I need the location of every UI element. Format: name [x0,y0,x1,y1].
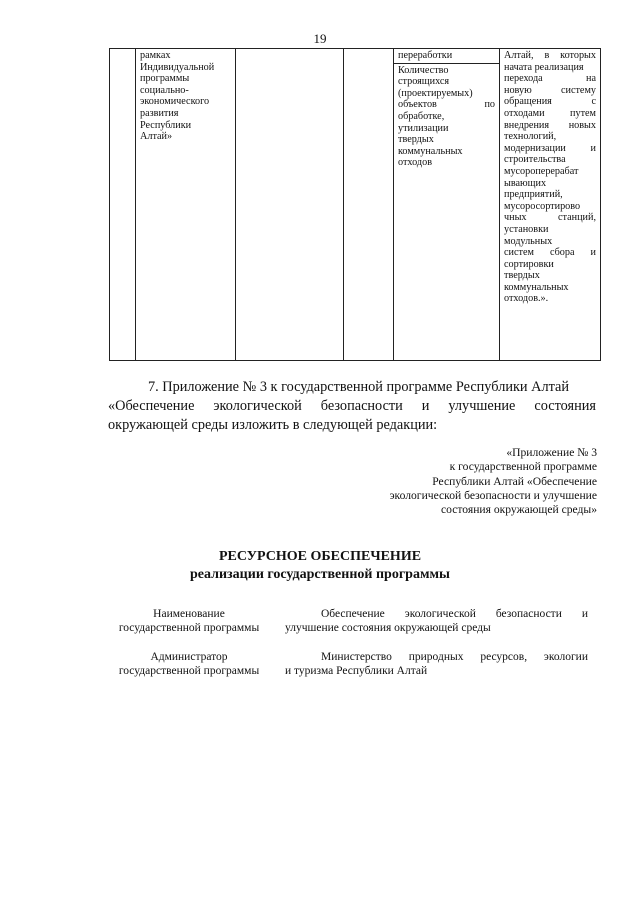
table-cell-result [500,49,601,361]
result-line [504,178,596,190]
result-line [504,201,596,213]
program-line: рамках [140,50,171,61]
result-line-word: мусороперерабат [504,165,579,177]
indicator-line-word: коммунальных [398,145,463,157]
appendix-header-line: к государственной программе [449,460,597,474]
result-line-word: систему [560,84,596,96]
paragraph-7-line-word: 7. Приложение № 3 к государственной программе Республики Алтай [148,379,570,395]
result-line-word: новую [504,84,532,96]
paragraph-7-line-word: состояния [534,398,596,414]
result-line-word: мусоросортирово [504,200,581,212]
result-line [504,270,596,282]
program-name-value-word: безопасности [495,608,562,620]
administrator-value-word: Министерство [321,651,392,663]
program-text [140,50,231,143]
result-line [504,293,596,305]
result-line-word: внедрения [504,119,550,131]
program-name-value-line1 [285,607,588,621]
indicator-line [398,88,495,100]
program-line: программы [140,73,190,85]
administrator-value-line2: и туризма Республики Алтай [285,665,428,678]
result-line-word: путем [570,107,596,119]
indicator-text [394,64,499,170]
resource-title-line2: реализации государственной программы [190,566,450,582]
paragraph-7-line-word: и [421,398,430,414]
program-name-value-word: экологической [404,608,476,620]
program-name-value-word: и [581,608,588,620]
program-line: экономического [140,96,210,108]
indicator-line [398,146,495,158]
indicator-line-word: обработке, [398,110,445,122]
table-cell-empty-3 [344,49,394,361]
result-line-word: станций, [558,212,596,224]
result-line [504,224,596,236]
paragraph-7-line-word: экологической [213,398,302,414]
result-line [504,96,596,108]
result-line [504,85,596,97]
appendix-header-line: «Приложение № 3 [506,446,597,459]
result-line-word: модернизации [504,142,566,154]
result-line [504,189,596,201]
result-line-word: установки [504,223,549,235]
result-line-word: технологий, [504,131,557,143]
result-line [504,120,596,132]
administrator-value-line1 [285,650,588,664]
result-line-word: твердых [504,270,540,282]
result-line-word: новых [568,119,596,131]
paragraph-7 [108,378,596,435]
paragraph-7-line [108,397,596,416]
program-name-label [105,607,273,636]
indicator-line [398,76,495,88]
resource-title [0,548,640,583]
page-number: 19 [313,31,327,46]
paragraph-7-line-word: улучшение [448,398,516,414]
result-line [504,166,596,178]
result-line-word: перехода [504,73,543,85]
indicator-line [398,134,495,146]
table-cell-empty-1 [110,49,136,361]
result-line [504,282,596,294]
result-line-word: чных [504,212,527,224]
administrator-label-line1: Администратор [150,651,228,663]
result-line-word: в [544,50,550,61]
result-line [504,154,596,166]
continued-table [109,48,601,361]
result-line-word: предприятий, [504,189,563,201]
result-line-word: обращения [504,96,552,108]
administrator-label [105,650,273,679]
result-line-word: с [591,96,596,108]
paragraph-7-line [108,416,596,435]
result-line-word: начата реализация [504,61,584,73]
result-line-word: ывающих [504,177,547,189]
indicator-line-word: твердых [398,134,434,146]
table-cell-program [136,49,236,361]
administrator-value [285,650,588,679]
program-line: развития [140,107,179,119]
result-line-word: и [590,142,596,154]
indicator-line [398,65,495,77]
indicator-top-text: переработки [394,49,499,64]
administrator-value-word: природных [408,651,464,663]
result-line [504,236,596,248]
result-line [504,50,596,62]
appendix-header-line: экологической безопасности и улучшение [389,488,597,502]
result-line-word: систем [504,247,534,259]
indicator-line [398,111,495,123]
indicator-line [398,123,495,135]
program-name-value-word: Обеспечение [321,608,385,620]
result-line-word: которых [560,50,596,61]
result-line [504,108,596,120]
program-line: Индивидуальной [140,61,215,73]
indicator-line-word: (проектируемых) [398,87,473,99]
paragraph-7-line [108,378,596,397]
administrator-value-word: экологии [543,651,588,663]
result-line [504,143,596,155]
result-line [504,212,596,224]
resource-title-line1: РЕСУРСНОЕ ОБЕСПЕЧЕНИЕ [218,549,422,564]
paragraph-7-line-word: «Обеспечение [108,398,195,414]
table-cell-indicator [394,49,500,361]
appendix-header-line: состояния окружающей среды» [441,503,597,517]
result-line [504,73,596,85]
table-cell-empty-2 [236,49,344,361]
appendix-header-line: Республики Алтай «Обеспечение [432,474,597,488]
result-line-word: строительства [504,154,566,166]
indicator-line [398,99,495,111]
result-line [504,259,596,271]
result-line-word: сбора [549,247,575,259]
program-line: Алтай» [140,131,173,143]
indicator-line [398,157,495,169]
paragraph-7-line-word: окружающей среды изложить в следующей редакции: [108,417,438,433]
indicator-line-word: отходов [398,157,433,169]
program-line: социально- [140,84,189,96]
result-line [504,131,596,143]
result-line [504,247,596,259]
indicator-line-word: по [484,99,495,111]
result-line [504,62,596,74]
indicator-line-word: Количество [398,64,449,76]
result-text [504,50,596,305]
indicator-line-word: утилизации [398,122,449,134]
indicator-line-word: объектов [398,99,437,111]
result-line-word: сортировки [504,258,554,270]
program-name-label-line1: Наименование [153,608,225,620]
paragraph-7-line-word: безопасности [320,398,403,414]
result-line-word: коммунальных [504,281,569,293]
result-line-word: отходов.». [504,293,549,305]
result-line-word: отходами [504,107,545,119]
result-line-word: модульных [504,235,553,247]
appendix-header [330,446,597,517]
result-line-word: на [586,73,596,85]
administrator-value-word: ресурсов, [480,651,528,663]
indicator-line-word: строящихся [398,76,450,88]
result-line-word: Алтай, [504,50,534,61]
program-name-value [285,607,588,636]
program-line: Республики [140,119,192,131]
administrator-label-line2: государственной программы [118,665,260,678]
program-name-value-line2: улучшение состояния окружающей среды [285,622,491,635]
result-line-word: и [590,247,596,259]
program-name-label-line2: государственной программы [118,622,260,635]
